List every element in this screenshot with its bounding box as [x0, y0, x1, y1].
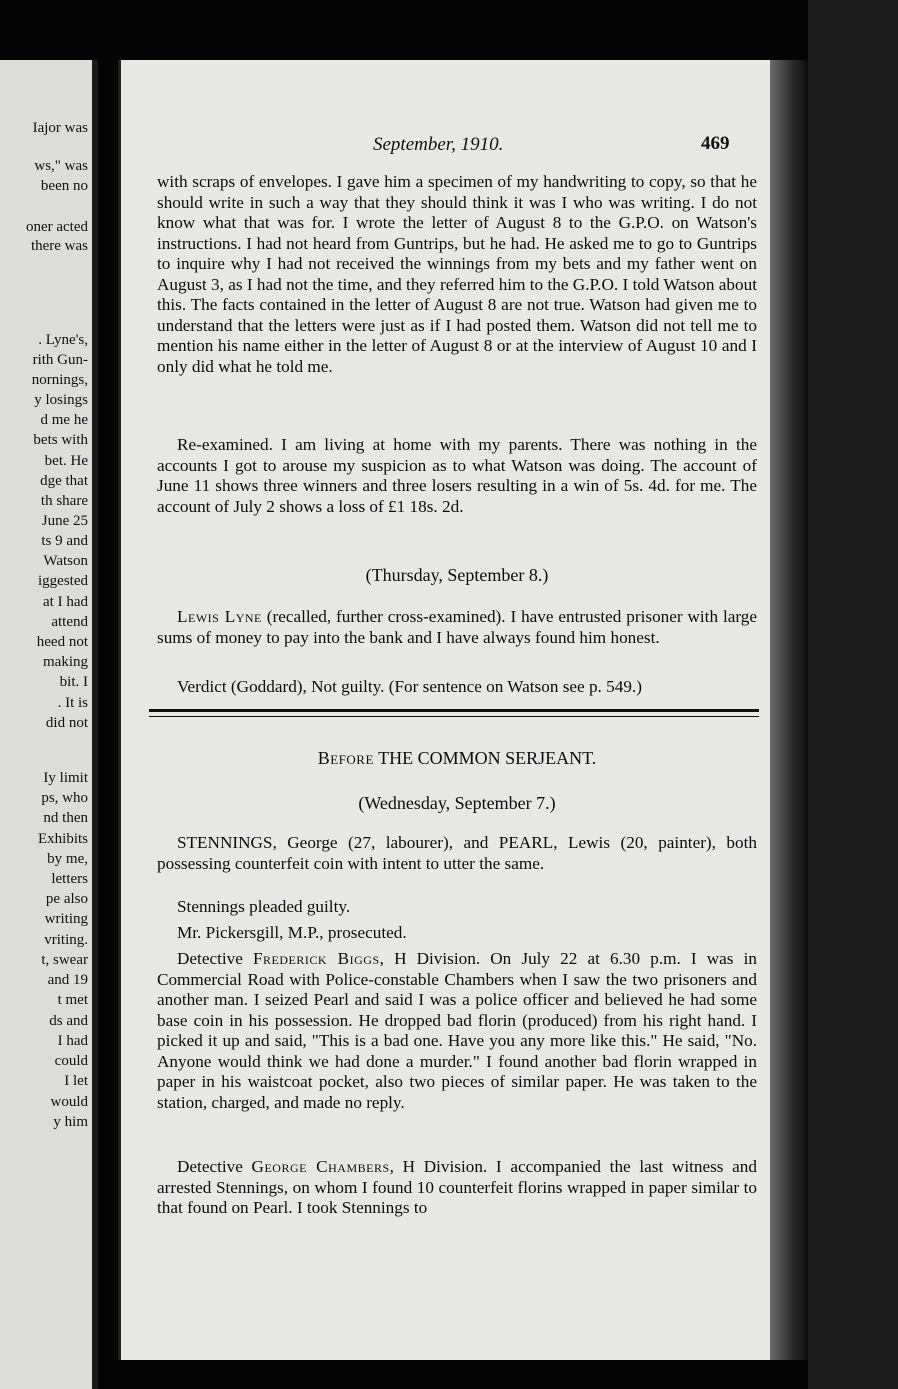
left-page-fragment: I let [64, 1073, 88, 1089]
paragraph-lewis-lyne [157, 607, 757, 648]
left-page-fragment: vriting. [44, 932, 88, 948]
left-page-fragment: . It is [57, 695, 88, 711]
left-page-fragment: d me he [40, 412, 88, 428]
left-page-fragment: dge that [40, 473, 88, 489]
left-page-fragment: June 25 [41, 513, 88, 529]
page-edge-shadow [770, 60, 808, 1360]
biggs-testimony-text: , H Division. On July 22 at 6.30 p.m. I was in Commercial Road with Police-constable Chambers when I saw the two prisoners and another man. I seized Pearl and said I was a police officer and believed he had some base coin in his possession. He dropped bad florin (produced) from his right hand. I picked it up and said, "This is a bad one. Have you any more like this." He said, "No. Anyone would think we had done a murder." I found another bad florin wrapped in paper in his waistcoat pocket, also two pieces of similar paper. He was taken to the station, charged, and made no reply. [157, 949, 757, 1112]
left-page-fragment: nornings, [31, 372, 88, 388]
left-page-fragment: did not [45, 715, 88, 731]
section-heading-prefix: Before [317, 748, 374, 768]
left-page-fragment: making [43, 654, 88, 670]
left-page-fragment: Watson [43, 553, 88, 569]
left-page-margin [0, 60, 98, 1389]
paragraph-indictment: STENNINGS, George (27, labourer), and PEARL, Lewis (20, painter), both possessing counterfeit coin with intent to utter the same. [157, 833, 757, 873]
paragraph-prosecution: Mr. Pickersgill, M.P., prosecuted. [177, 923, 407, 942]
left-page-fragment: y him [53, 1114, 88, 1130]
left-page-fragment: by me, [47, 851, 88, 867]
left-page-fragment: could [54, 1053, 88, 1069]
left-page-fragment: I had [57, 1033, 88, 1049]
left-page-fragment: ps, who [41, 790, 88, 806]
left-page-fragment: ws," was [34, 158, 88, 174]
left-page-fragment: Exhibits [37, 831, 88, 847]
left-page-fragment: t met [57, 992, 88, 1008]
witness-name-chambers: George Chambers [251, 1157, 390, 1176]
left-page-fragment: would [50, 1094, 88, 1110]
date-heading-thursday: (Thursday, September 8.) [365, 565, 549, 585]
left-page-fragment: letters [51, 871, 88, 887]
left-page-fragment: Iy limit [43, 770, 88, 786]
witness-name-lewis-lyne: Lewis Lyne [177, 607, 262, 626]
right-page [118, 60, 773, 1360]
left-page-fragment: rith Gun- [32, 352, 88, 368]
left-page-fragment: t, swear [41, 952, 88, 968]
left-page-fragment: attend [51, 614, 88, 630]
left-page-fragment: bit. I [59, 674, 88, 690]
biggs-prefix: Detective [177, 949, 253, 968]
left-page-fragment: nd then [43, 810, 88, 826]
paragraph-continuation: with scraps of envelopes. I gave him a specimen of my handwriting to copy, so that he should write in such a way that they should think it was I who was writing. I do not know what that was for. I wrote the letter of August 8 to the G.P.O. on Watson's instructions. I had not heard from Guntrips, but he had. He asked me to go to Guntrips to inquire why I had not received the winnings from my bets and my father went on August 3, as I had not the time, and they referred him to the G.P.O. I told Watson about this. The facts contained in the letter of August 8 are not true. Watson had given me to understand that the letters were just as if I had posted them. Watson did not tell me to mention his name either in the letter of August 8 or at the interview of August 10 and I only did what he told me. [157, 172, 757, 376]
left-page-fragment: bets with [33, 432, 88, 448]
left-page-fragment: been no [40, 178, 88, 194]
chambers-prefix: Detective [177, 1157, 252, 1176]
left-page-fragment: there was [30, 238, 88, 254]
paragraph-chambers-testimony [157, 1157, 757, 1219]
page-number: 469 [701, 133, 730, 154]
date-heading-wednesday: (Wednesday, September 7.) [358, 793, 556, 813]
left-page-fragment: heed not [36, 634, 88, 650]
left-page-fragment: pe also [45, 891, 88, 907]
left-page-fragment: and 19 [47, 972, 88, 988]
witness-testimony-lyne: (recalled, further cross-examined). I have entrusted prisoner with large sums of money to pay into the bank and I have always found him honest. [157, 607, 757, 647]
paragraph-reexamined: Re-examined. I am living at home with my parents. There was nothing in the accounts I got to arouse my suspicion as to what Watson was doing. The account of June 11 shows three winners and three losers resulting in a win of 5s. 4d. for me. The account of July 2 shows a loss of £1 18s. 2d. [157, 435, 757, 516]
left-page-fragment: writing [44, 911, 88, 927]
running-head: September, 1910. [373, 134, 504, 155]
background-dark-edge [808, 0, 898, 1389]
left-page-fragment: th share [40, 493, 88, 509]
left-page-fragment: y losings [34, 392, 88, 408]
witness-name-biggs: Frederick Biggs [252, 949, 380, 968]
left-page-fragment: oner acted [25, 219, 88, 235]
left-page-fragment: bet. He [44, 453, 88, 469]
left-page-fragment: . Lyne's, [38, 332, 88, 348]
double-rule-top [149, 709, 759, 712]
section-heading-title: THE COMMON SERJEANT. [373, 748, 597, 768]
left-page-fragment: ds and [49, 1013, 88, 1029]
paragraph-plea: Stennings pleaded guilty. [177, 897, 351, 916]
left-page-fragment: at I had [43, 594, 88, 610]
left-page-fragment: iggested [38, 573, 88, 589]
chambers-testimony-text: , H Division. I accompanied the last witness and arrested Stennings, on whom I found 10 counterfeit florins wrapped in paper similar to that found on Pearl. I took Stennings to [157, 1157, 757, 1217]
paragraph-verdict: Verdict (Goddard), Not guilty. (For sentence on Watson see p. 549.) [177, 677, 642, 696]
section-heading [157, 748, 757, 769]
double-rule-bottom [149, 716, 759, 717]
left-page-fragment: ts 9 and [41, 533, 88, 549]
left-page-fragment: Iajor was [32, 120, 88, 136]
paragraph-biggs-testimony [157, 949, 757, 1113]
